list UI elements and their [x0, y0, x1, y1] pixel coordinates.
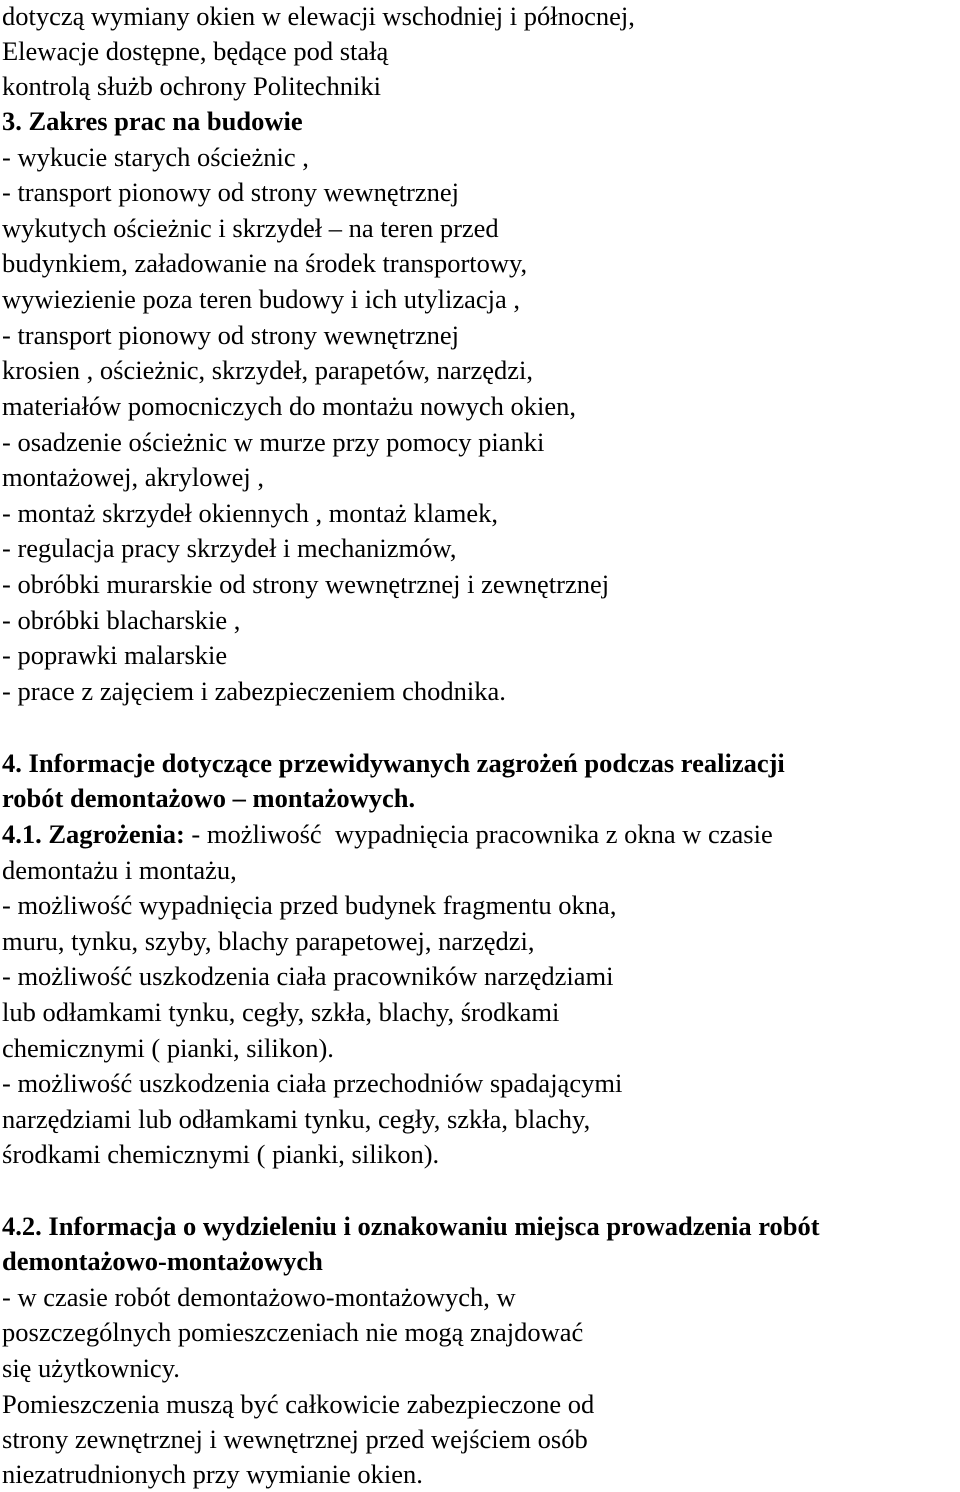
section-4-heading-cont: robót demontażowo – montażowych. — [2, 783, 416, 813]
paragraph-line: chemicznymi ( pianki, silikon). — [2, 1033, 334, 1063]
list-item: materiałów pomocniczych do montażu nowych okien, — [2, 391, 576, 421]
paragraph-line: niezatrudnionych przy wymianie okien. — [2, 1459, 423, 1489]
list-item: - obróbki murarskie od strony wewnętrznej i zewnętrznej — [2, 569, 610, 599]
list-item: - transport pionowy od strony wewnętrznej — [2, 320, 460, 350]
section-3-heading: 3. Zakres prac na budowie — [2, 106, 303, 136]
list-item: budynkiem, załadowanie na środek transportowy, — [2, 248, 528, 278]
list-item: montażowej, akrylowej , — [2, 462, 264, 492]
paragraph-line: muru, tynku, szyby, blachy parapetowej, narzędzi, — [2, 926, 535, 956]
section-4-2-heading-cont: demontażowo-montażowych — [2, 1246, 323, 1276]
paragraph-line: narzędziami lub odłamkami tynku, cegły, szkła, blachy, — [2, 1104, 591, 1134]
intro-line: kontrolą służb ochrony Politechniki — [2, 71, 382, 101]
section-4-1-first-line — [2, 816, 773, 852]
paragraph-line: - możliwość uszkodzenia ciała przechodniów spadającymi — [2, 1068, 623, 1098]
list-item: wywiezienie poza teren budowy i ich utylizacja , — [2, 284, 521, 314]
list-item: - poprawki malarskie — [2, 640, 228, 670]
intro-line: dotyczą wymiany okien w elewacji wschodniej i północnej, — [2, 1, 635, 31]
list-item: - montaż skrzydeł okiennych , montaż klamek, — [2, 498, 498, 528]
list-item: - prace z zajęciem i zabezpieczeniem chodnika. — [2, 676, 506, 706]
paragraph-line: - możliwość wypadnięcia przed budynek fragmentu okna, — [2, 890, 617, 920]
intro-line: Elewacje dostępne, będące pod stałą — [2, 36, 389, 66]
paragraph-line: poszczególnych pomieszczeniach nie mogą znajdować — [2, 1317, 584, 1347]
list-item: wykutych ościeżnic i skrzydeł – na teren przed — [2, 213, 499, 243]
list-item: - obróbki blacharskie , — [2, 605, 241, 635]
paragraph-line: Pomieszczenia muszą być całkowicie zabezpieczone od — [2, 1389, 595, 1419]
paragraph-line: się użytkownicy. — [2, 1353, 180, 1383]
section-4-heading: 4. Informacje dotyczące przewidywanych zagrożeń podczas realizacji — [2, 748, 785, 778]
paragraph-line: - możliwość uszkodzenia ciała pracowników narzędziami — [2, 961, 614, 991]
list-item: - transport pionowy od strony wewnętrznej — [2, 177, 460, 207]
paragraph-line: środkami chemicznymi ( pianki, silikon). — [2, 1139, 440, 1169]
list-item: krosien , ościeżnic, skrzydeł, parapetów, narzędzi, — [2, 355, 533, 385]
paragraph-line: demontażu i montażu, — [2, 855, 237, 885]
section-4-2-heading: 4.2. Informacja o wydzieleniu i oznakowaniu miejsca prowadzenia robót — [2, 1211, 820, 1241]
list-item: - regulacja pracy skrzydeł i mechanizmów, — [2, 533, 457, 563]
paragraph-line: lub odłamkami tynku, cegły, szkła, blachy, środkami — [2, 997, 560, 1027]
section-4-1-text: - możliwość wypadnięcia pracownika z okna w czasie — [184, 819, 773, 849]
list-item: - wykucie starych ościeżnic , — [2, 142, 309, 172]
paragraph-line: - w czasie robót demontażowo-montażowych, w — [2, 1282, 516, 1312]
paragraph-line: strony zewnętrznej i wewnętrznej przed wejściem osób — [2, 1424, 588, 1454]
list-item: - osadzenie ościeżnic w murze przy pomocy pianki — [2, 427, 545, 457]
section-4-1-label: 4.1. Zagrożenia: — [2, 819, 185, 849]
